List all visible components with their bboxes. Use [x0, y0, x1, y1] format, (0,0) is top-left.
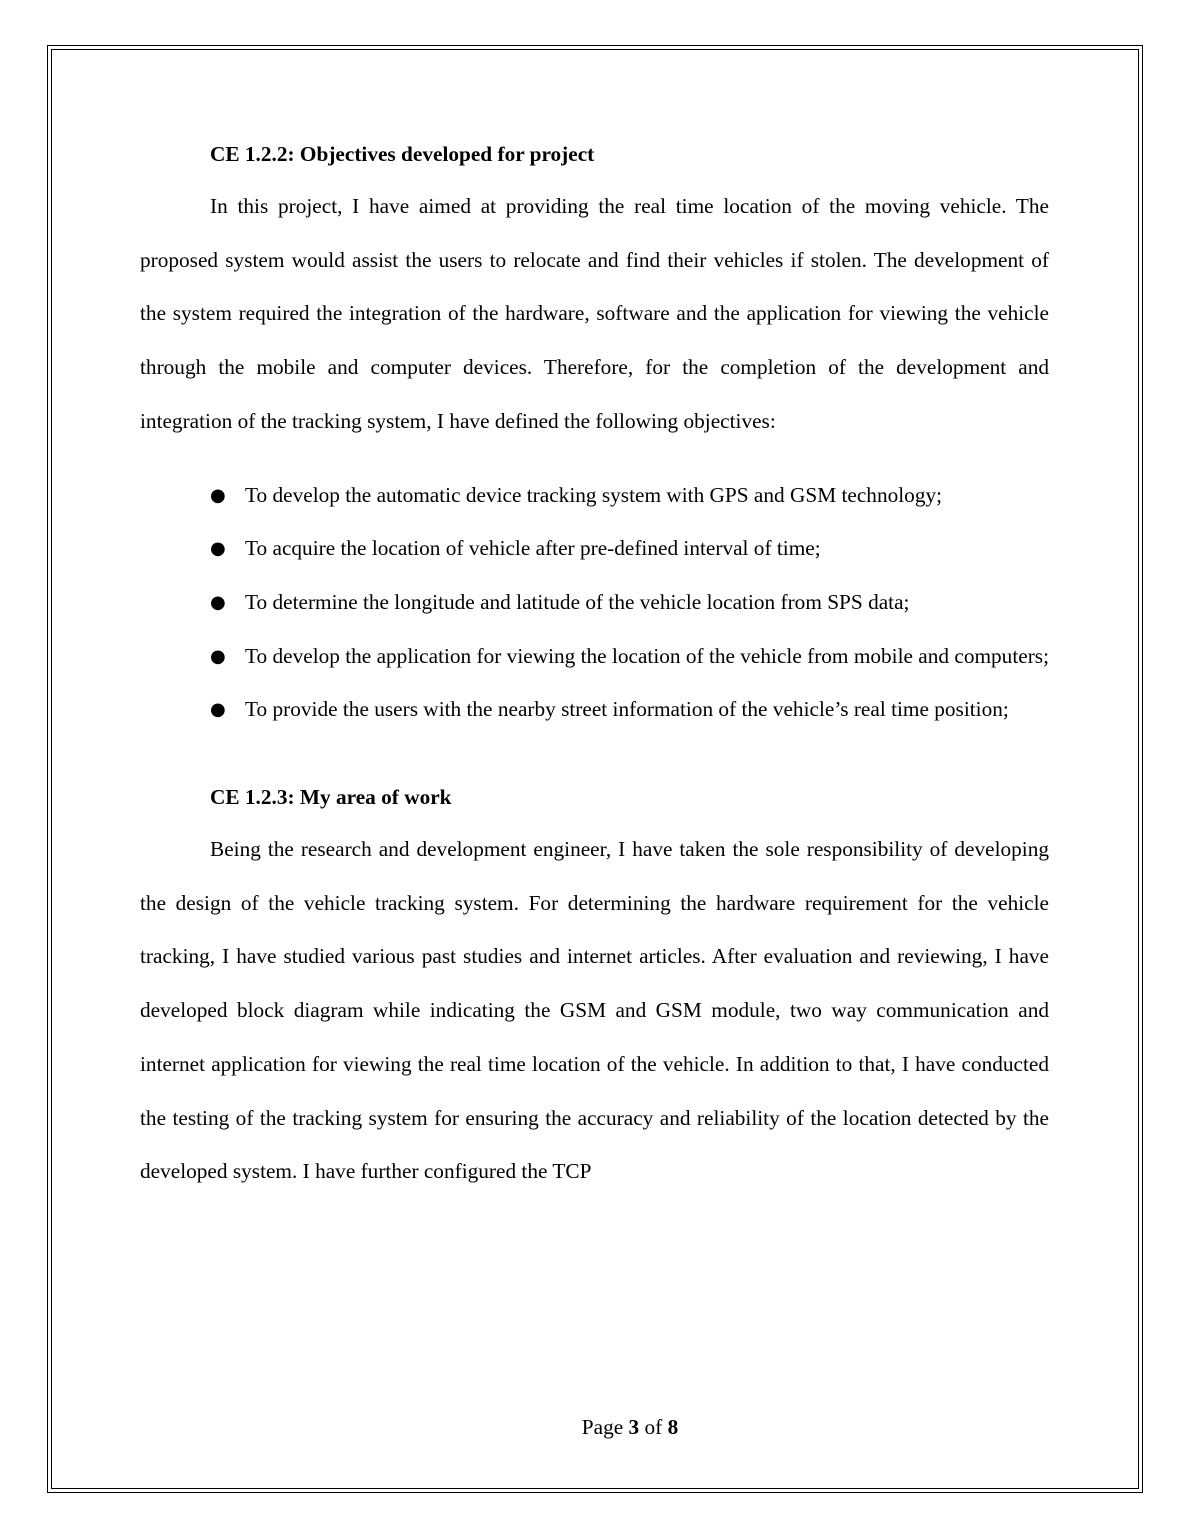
list-item: ● To provide the users with the nearby street information of the vehicle’s real time position;: [140, 683, 1049, 737]
document-body: [140, 134, 1049, 1199]
of-label: of: [644, 1415, 663, 1439]
list-item: ● To acquire the location of vehicle after pre-defined interval of time;: [140, 522, 1049, 576]
page-number: 3: [628, 1415, 640, 1439]
bullet-icon: ●: [210, 645, 226, 667]
page-footer: [0, 1415, 1190, 1440]
page-total: 8: [667, 1415, 679, 1439]
bullet-icon: ●: [210, 591, 226, 613]
list-item: ● To develop the automatic device tracking system with GPS and GSM technology;: [140, 469, 1049, 523]
section-heading-area-of-work: CE 1.2.3: My area of work: [210, 785, 452, 810]
page-label: Page: [581, 1415, 624, 1439]
bullet-icon: ●: [210, 699, 226, 721]
list-item: ● To determine the longitude and latitude of the vehicle location from SPS data;: [140, 576, 1049, 630]
objectives-paragraph: In this project, I have aimed at providing the real time location of the moving vehicle. The proposed system would assist the users to relocate and find their vehicles if stolen. The development of the system required the integration of the hardware, software and the application for viewing the vehicle through the mobile and computer devices. Therefore, for the completion of the development and integration of the tracking system, I have defined the following objectives:: [140, 194, 1049, 433]
section-heading-objectives: CE 1.2.2: Objectives developed for project: [210, 142, 595, 166]
bullet-icon: ●: [210, 484, 226, 506]
bullet-icon: ●: [210, 538, 226, 560]
list-item: ● To develop the application for viewing the location of the vehicle from mobile and computers;: [140, 630, 1049, 684]
objectives-list: [140, 469, 1049, 738]
area-of-work-paragraph: Being the research and development engineer, I have taken the sole responsibility of developing the design of the vehicle tracking system. For determining the hardware requirement for the vehicle tracking, I have studied various past studies and internet articles. After evaluation and reviewing, I have developed block diagram while indicating the GSM and GSM module, two way communication and internet application for viewing the real time location of the vehicle. In addition to that, I have conducted the testing of the tracking system for ensuring the accuracy and reliability of the location detected by the developed system. I have further configured the TCP: [140, 837, 1049, 1184]
